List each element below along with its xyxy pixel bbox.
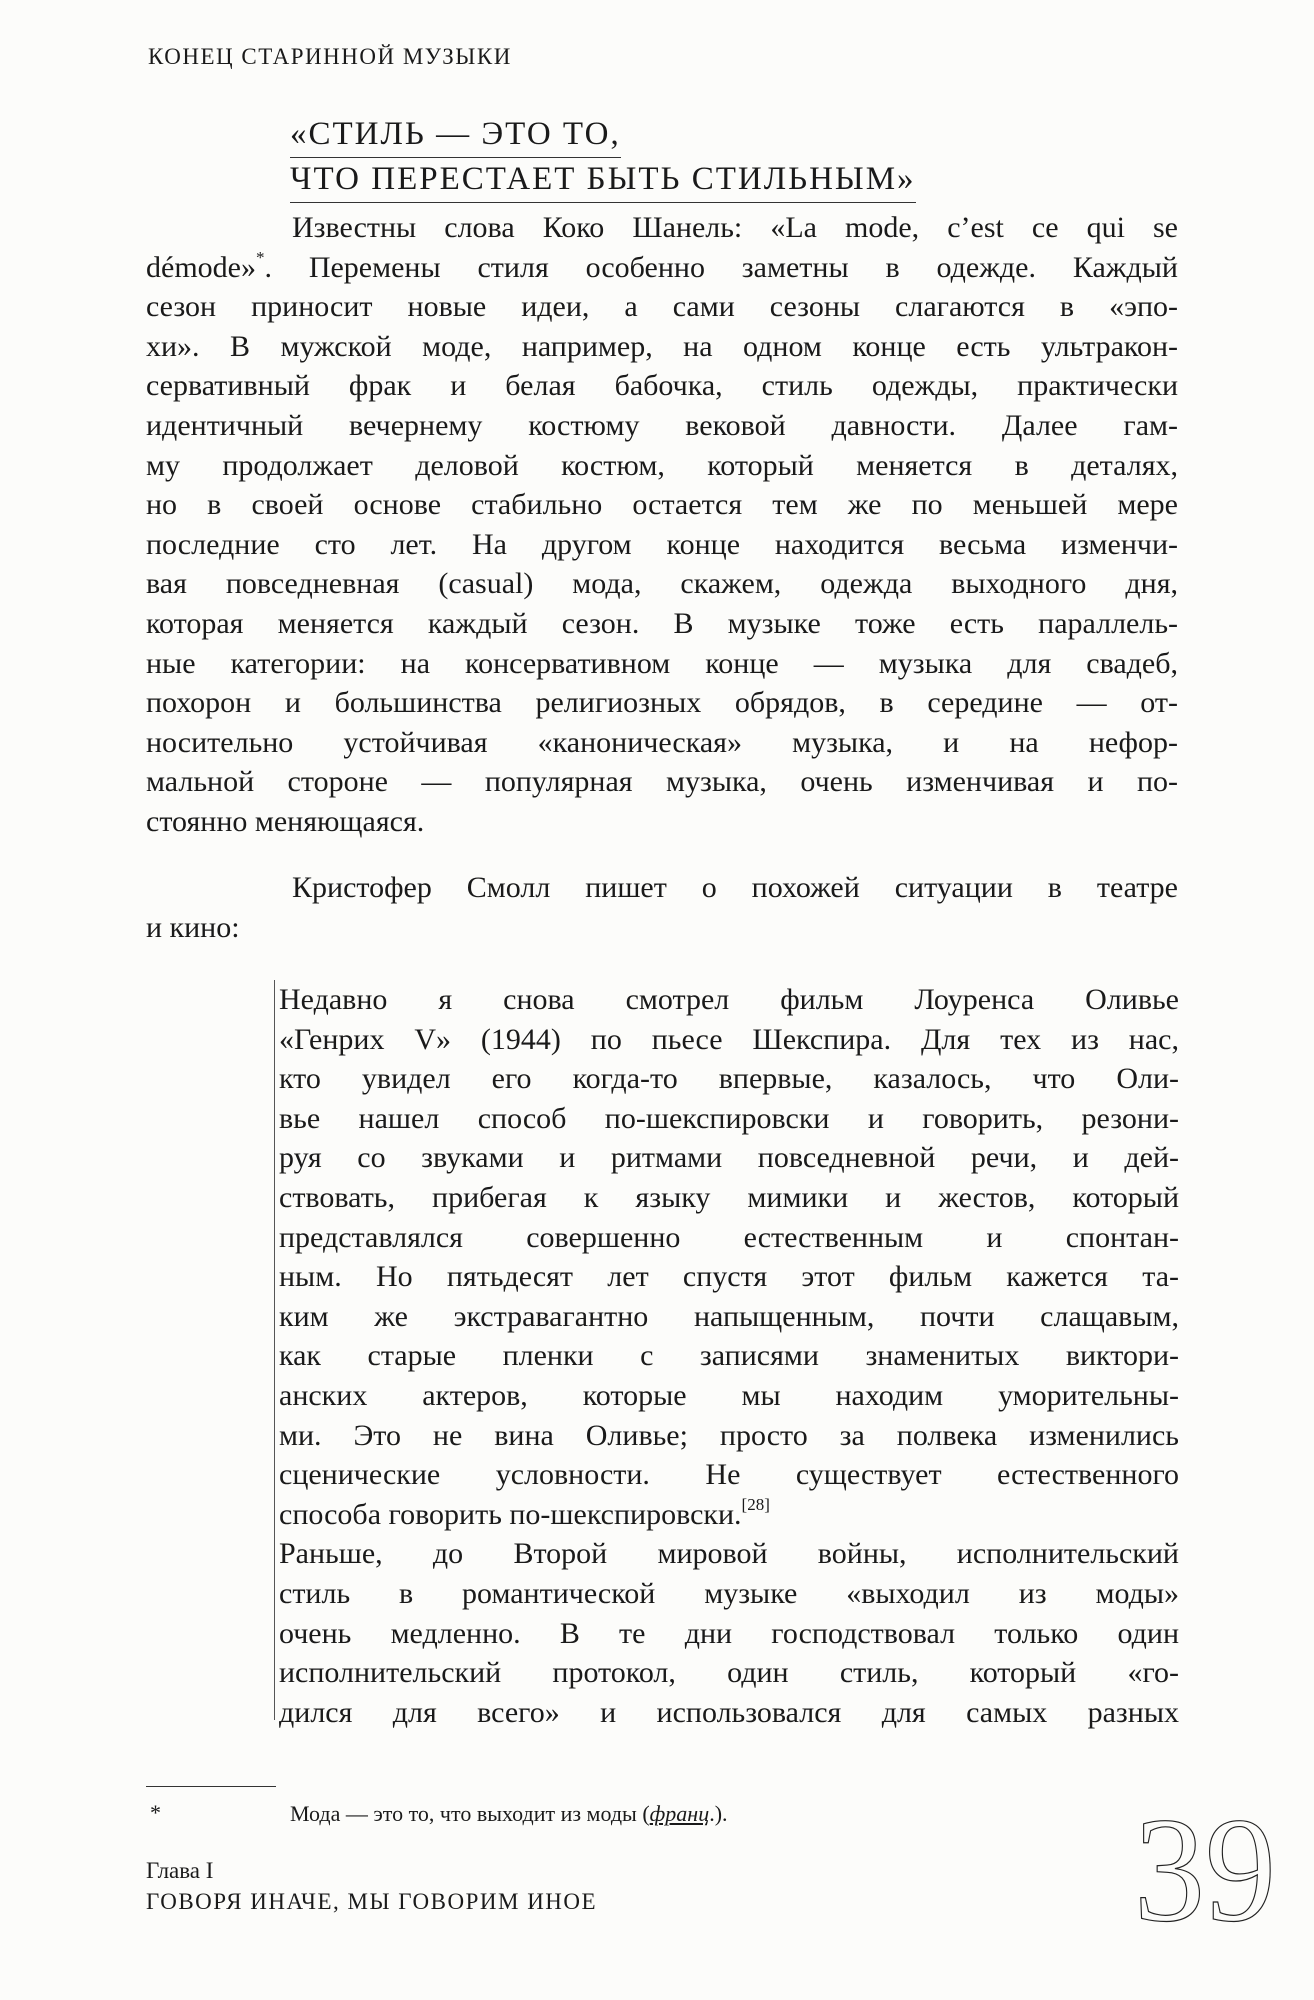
paragraph-1 [146, 208, 1178, 842]
text-line: ные категории: на консервативном конце — музыка для свадеб, [146, 646, 1178, 680]
text-line: представлялся совершенно естественным и спонтан- [279, 1220, 1179, 1254]
text-line: «Генрих V» (1944) по пьесе Шекспира. Для тех из нас, [279, 1022, 1179, 1056]
text-line [146, 248, 1178, 288]
page-number [1130, 1812, 1280, 1932]
text-line: как старые пленки с записями знаменитых виктори- [279, 1339, 1179, 1373]
text-line: исполнительский протокол, один стиль, который «го- [279, 1656, 1179, 1690]
footnote-body: Мода — это то, что выходит из моды ( [290, 1801, 650, 1826]
footnote-marker: * [150, 1800, 161, 1825]
text-line: мальной стороне — популярная музыка, очень изменчивая и по- [146, 765, 1178, 799]
text-line: дился для всего» и использовался для самых разных [279, 1695, 1179, 1729]
citation-ref: [28] [741, 1494, 770, 1514]
block-quote [274, 980, 1183, 1729]
text-line: вье нашел способ по-шекспировски и говорить, резони- [279, 1101, 1179, 1135]
text-line: Раньше, до Второй мировой войны, исполнительский [279, 1537, 1179, 1571]
text-line: Кристофер Смолл пишет о похожей ситуации в театре [292, 871, 1178, 904]
text-line: стиль в романтической музыке «выходил из моды» [279, 1576, 1179, 1610]
text-line: ким же экстравагантно напыщенным, почти слащавым, [279, 1299, 1179, 1333]
paragraph-2 [146, 868, 1178, 947]
quote-text [279, 980, 1179, 1732]
text-line: вая повседневная (casual) мода, скажем, одежда выходного дня, [146, 567, 1178, 601]
footnote-end: .). [709, 1801, 728, 1826]
text-line: руя со звуками и ритмами повседневной речи, и дей- [279, 1141, 1179, 1175]
text-fragment: . Перемены стиля особенно заметны в одежде. Каждый [264, 250, 1178, 284]
text-line: анских актеров, которые мы находим уморительны- [279, 1378, 1179, 1412]
text-line: очень медленно. В те дни господствовал только один [279, 1616, 1179, 1650]
text-line: стоянно меняющаяся. [146, 804, 425, 838]
footnote-marker: * [255, 247, 265, 267]
text-fragment: démode» [146, 250, 256, 284]
page-number-text: 39 [1134, 1812, 1276, 1932]
text-line: сезон приносит новые идеи, а сами сезоны слагаются в «эпо- [146, 290, 1178, 324]
text-line: ным. Но пятьдесят лет спустя этот фильм кажется та- [279, 1260, 1179, 1294]
text-line: последние сто лет. На другом конце находится весьма изменчи- [146, 527, 1178, 561]
text-line: кто увидел его когда-то впервые, казалось, что Оли- [279, 1062, 1179, 1096]
footnote-text [290, 1801, 728, 1827]
text-line: но в своей основе стабильно остается тем же по меньшей мере [146, 488, 1178, 522]
chapter-label: Глава I [146, 1858, 214, 1883]
footnote-divider [146, 1786, 276, 1787]
text-line: му продолжает деловой костюм, который меняется в деталях, [146, 448, 1178, 482]
text-line: сервативный фрак и белая бабочка, стиль одежды, практически [146, 369, 1178, 403]
text-fragment: способа говорить по-шекспировски. [279, 1497, 742, 1531]
section-title-line-2: ЧТО ПЕРЕСТАЕТ БЫТЬ СТИЛЬНЫМ» [290, 157, 916, 203]
text-line [279, 1495, 1179, 1535]
text-line: Известны слова Коко Шанель: «La mode, c’est ce qui se [292, 211, 1178, 244]
text-line: и кино: [146, 910, 240, 944]
text-line: ми. Это не вина Оливье; просто за полвека изменились [279, 1418, 1179, 1452]
text-line: хи». В мужской моде, например, на одном конце есть ультракон- [146, 329, 1178, 363]
text-line: Недавно я снова смотрел фильм Лоуренса Оливье [279, 983, 1179, 1016]
running-head: КОНЕЦ СТАРИННОЙ МУЗЫКИ [148, 44, 512, 69]
text-line: идентичный вечернему костюму вековой давности. Далее гам- [146, 408, 1178, 442]
footnote-italic: франц [649, 1801, 710, 1826]
text-line: которая меняется каждый сезон. В музыке тоже есть параллель- [146, 606, 1178, 640]
text-line: носительно устойчивая «каноническая» музыка, и на нефор- [146, 725, 1178, 759]
text-line: ствовать, прибегая к языку мимики и жестов, который [279, 1180, 1179, 1214]
section-title-line-1: «СТИЛЬ — ЭТО ТО, [290, 112, 621, 158]
chapter-title: ГОВОРЯ ИНАЧЕ, МЫ ГОВОРИМ ИНОЕ [146, 1889, 598, 1914]
section-title [290, 112, 916, 202]
text-line: похорон и большинства религиозных обрядов, в середине — от- [146, 686, 1178, 720]
text-line: сценические условности. Не существует естественного [279, 1458, 1179, 1492]
